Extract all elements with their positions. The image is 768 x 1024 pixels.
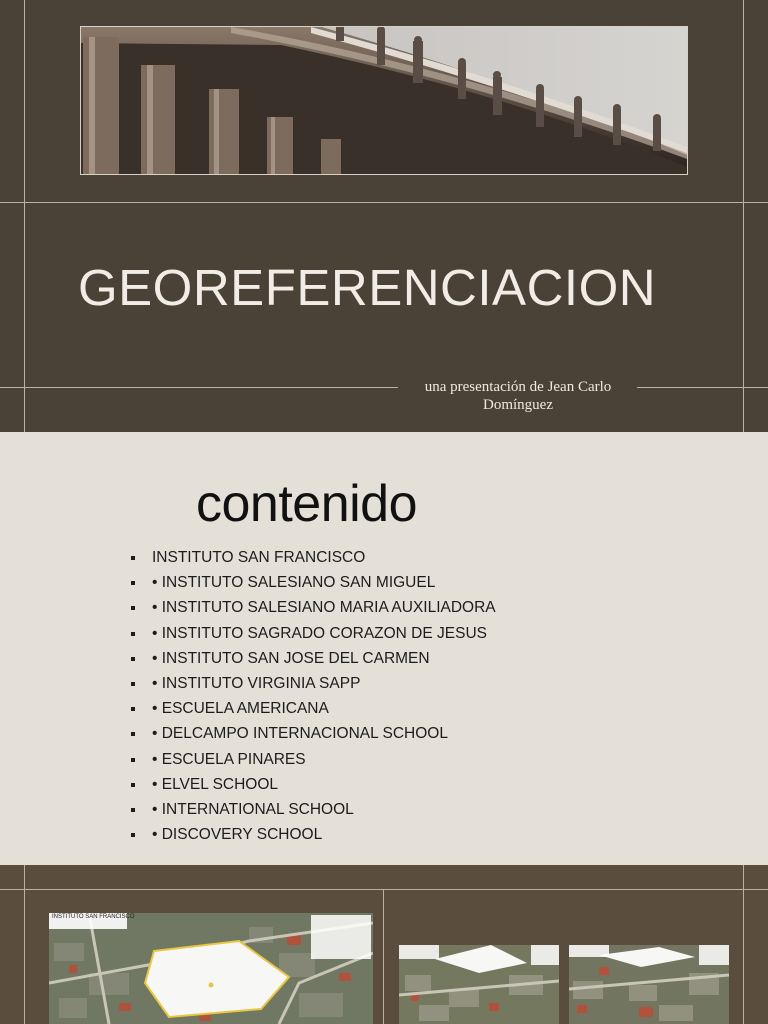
maps-slide	[0, 865, 768, 1024]
bullet-square-icon	[131, 581, 135, 585]
list-item-text: • INSTITUTO SALESIANO SAN MIGUEL	[152, 574, 436, 592]
bullet-square-icon	[131, 833, 135, 837]
list-item-text: • INSTITUTO VIRGINIA SAPP	[152, 674, 361, 692]
contents-slide	[0, 432, 768, 865]
frame-line-middle	[383, 889, 384, 1024]
list-item	[128, 549, 496, 574]
bullet-square-icon	[131, 606, 135, 610]
map-image-small-2	[569, 945, 729, 1024]
list-item	[128, 650, 496, 675]
list-item-text: • INSTITUTO SAGRADO CORAZON DE JESUS	[152, 624, 487, 642]
frame-line-bottom-right	[637, 387, 768, 388]
list-item	[128, 675, 496, 700]
bullet-square-icon	[131, 707, 135, 711]
bullet-square-icon	[131, 732, 135, 736]
bullet-square-icon	[131, 808, 135, 812]
list-item-text: • ESCUELA AMERICANA	[152, 700, 329, 718]
map-image-small-1	[399, 945, 559, 1024]
frame-line-bottom-left	[0, 387, 398, 388]
list-item	[128, 625, 496, 650]
subtitle-line-2: Domínguez	[483, 397, 553, 413]
list-item-text: • INTERNATIONAL SCHOOL	[152, 800, 354, 818]
list-item-text: • ELVEL SCHOOL	[152, 775, 279, 793]
title-slide	[0, 0, 768, 432]
hero-colonnade-image	[80, 26, 688, 175]
frame-line-top	[0, 889, 768, 890]
list-item-text: • DELCAMPO INTERNACIONAL SCHOOL	[152, 725, 448, 743]
frame-line-left	[24, 0, 25, 432]
subtitle-line-1: una presentación de Jean Carlo	[424, 379, 612, 395]
presentation-subtitle	[400, 378, 636, 414]
map-title-label: INSTITUTO SAN FRANCISCO	[52, 914, 135, 920]
bullet-square-icon	[131, 632, 135, 636]
frame-line-right	[743, 0, 744, 432]
list-item-text: INSTITUTO SAN FRANCISCO	[152, 549, 366, 566]
bullet-square-icon	[131, 783, 135, 787]
bullet-square-icon	[131, 682, 135, 686]
frame-line-top	[0, 202, 768, 203]
bullet-square-icon	[131, 556, 135, 560]
list-item	[128, 776, 496, 801]
list-item	[128, 801, 496, 826]
list-item	[128, 751, 496, 776]
list-item	[128, 700, 496, 725]
map-image-large	[49, 913, 373, 1024]
list-item	[128, 599, 496, 624]
list-item-text: • INSTITUTO SALESIANO MARIA AUXILIADORA	[152, 599, 496, 617]
list-item	[128, 574, 496, 599]
contents-heading: contenido	[196, 475, 418, 533]
list-item-text: • DISCOVERY SCHOOL	[152, 826, 323, 844]
presentation-title: GEOREFERENCIACION	[78, 259, 657, 316]
bullet-square-icon	[131, 657, 135, 661]
list-item	[128, 725, 496, 750]
contents-list	[128, 549, 496, 851]
list-item	[128, 826, 496, 851]
list-item-text: • ESCUELA PINARES	[152, 750, 306, 768]
bullet-square-icon	[131, 758, 135, 762]
list-item-text: • INSTITUTO SAN JOSE DEL CARMEN	[152, 649, 430, 667]
